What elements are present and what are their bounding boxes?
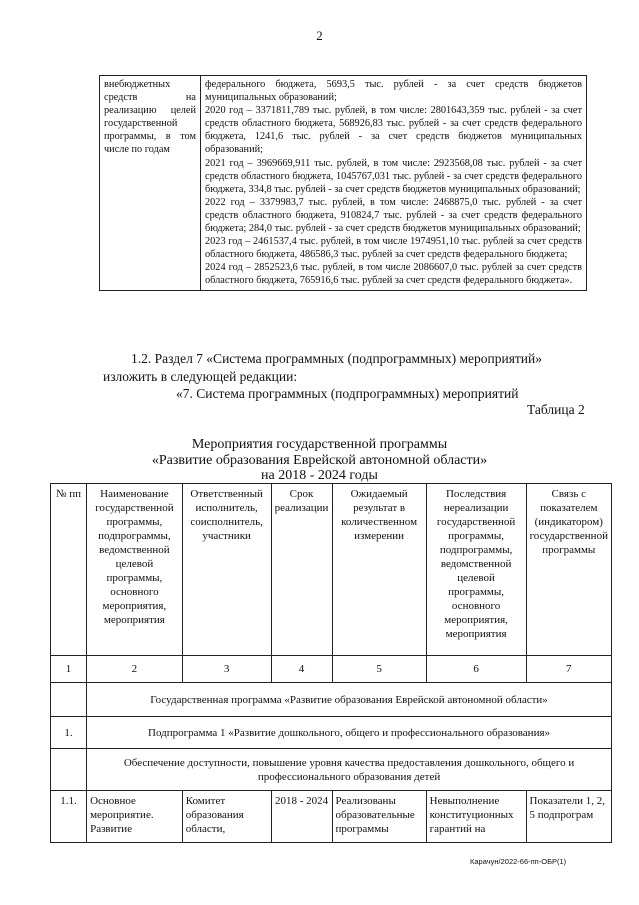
header-cell-name: Наименование государственной программы, подпрограммы, ведомственной целевой программы, основного мероприятия, мероприятия: [87, 484, 183, 656]
financing-line: 2024 год – 2852523,6 тыс. рублей, в том числе 2086607,0 тыс. рублей за счет средств областного бюджета, 765916,6 тыс. рублей за счет средств федерального бюджета».: [205, 262, 582, 287]
row-executor: Комитет образования области,: [182, 791, 271, 843]
page-number: 2: [316, 28, 323, 43]
table-title-line3: на 2018 - 2024 годы: [261, 468, 378, 483]
table-label: Таблица 2: [527, 402, 585, 417]
program-title-cell: Государственная программа «Развитие образования Еврейской автономной области»: [87, 683, 612, 717]
goal-cell: Обеспечение доступности, повышение уровня качества предоставления дошкольного, общего и профессионального образования детей: [87, 749, 612, 791]
column-number: 5: [332, 656, 426, 683]
table-header-row: [51, 484, 612, 656]
header-cell-executor: Ответственный исполнитель, соисполнитель, участники: [182, 484, 271, 656]
row-consequence: Невыполнение конституционных гарантий на: [426, 791, 526, 843]
measures-table: [50, 483, 612, 843]
financing-line: федерального бюджета, 5693,5 тыс. рублей - за счет средств бюджетов муниципальных образований;: [205, 79, 582, 104]
financing-line: 2020 год – 3371811,789 тыс. рублей, в том числе: 2801643,359 тыс. рублей - за счет средств областного бюджета, 568926,83 тыс. рублей - за счет средств федерального бюджета, 1241,6 тыс. рублей - за счет средств бюджетов муниципальных образований;: [205, 105, 582, 156]
subprogram-title-cell: Подпрограмма 1 «Развитие дошкольного, общего и профессионального образования»: [87, 717, 612, 749]
row-indicator-link: Показатели 1, 2, 5 подпрограм: [526, 791, 611, 843]
header-cell-num: № пп: [51, 484, 87, 656]
financing-values-cell: [201, 76, 587, 291]
column-number: 6: [426, 656, 526, 683]
empty-cell: [51, 749, 87, 791]
financing-label-cell: внебюджетных средств на реализацию целей государственной программы, в том числе по годам: [100, 76, 201, 291]
financing-line: 2021 год – 3969669,911 тыс. рублей, в том числе: 2923568,08 тыс. рублей - за счет средств областного бюджета, 1045767,031 тыс. рублей - за счет средств федерального бюджета, 334,8 тыс. рублей - за счет средств бюджетов муниципальных образований;: [205, 157, 582, 195]
table-title-line2: «Развитие образования Еврейской автономной области»: [151, 453, 488, 468]
financing-line: 2023 год – 2461537,4 тыс. рублей, в том числе 1974951,10 тыс. рублей за счет средств областного бюджета, 486586,3 тыс. рублей за счет средств федерального бюджета;: [205, 236, 582, 261]
subprogram-number: 1.: [51, 717, 87, 749]
row-period: 2018 - 2024: [271, 791, 332, 843]
amendment-paragraph: 1.2. Раздел 7 «Система программных (подпрограммных) мероприятий»: [131, 351, 542, 366]
column-number: 7: [526, 656, 611, 683]
header-cell-result: Ожидаемый результат в количественном измерении: [332, 484, 426, 656]
column-number: 1: [51, 656, 87, 683]
goal-row: [51, 749, 612, 791]
column-number: 4: [271, 656, 332, 683]
financing-line: 2022 год – 3379983,7 тыс. рублей, в том числе: 2468875,0 тыс. рублей - за счет средств областного бюджета, 910824,7 тыс. рублей - за счет средств федерального бюджета; 284,0 тыс. рублей - за счет средств бюджетов муниципальных образований;: [205, 196, 582, 235]
footer-stamp: Карачун/2022-66-пп-ОБР(1): [470, 857, 567, 866]
row-name: Основное мероприятие. Развитие: [87, 791, 183, 843]
empty-cell: [51, 683, 87, 717]
table-row: [51, 791, 612, 843]
header-cell-period: Срок реализации: [271, 484, 332, 656]
column-numbers-row: [51, 656, 612, 683]
row-number: 1.1.: [51, 791, 87, 843]
program-row: [51, 683, 612, 717]
financing-table: [99, 75, 587, 291]
header-cell-consequence: Последствия нереализации государственной программы, подпрограммы, ведомственной целевой программы, основного мероприятия, мероприятия: [426, 484, 526, 656]
section-heading: «7. Система программных (подпрограммных) мероприятий: [176, 386, 519, 401]
table-title-line1: Мероприятия государственной программы: [191, 437, 448, 452]
column-number: 2: [87, 656, 183, 683]
amendment-paragraph-cont: изложить в следующей редакции:: [103, 369, 298, 384]
subprogram-row: [51, 717, 612, 749]
header-cell-indicator: Связь с показателем (индикатором) государственной программы: [526, 484, 611, 656]
row-result: Реализованы образовательные программы: [332, 791, 426, 843]
column-number: 3: [182, 656, 271, 683]
